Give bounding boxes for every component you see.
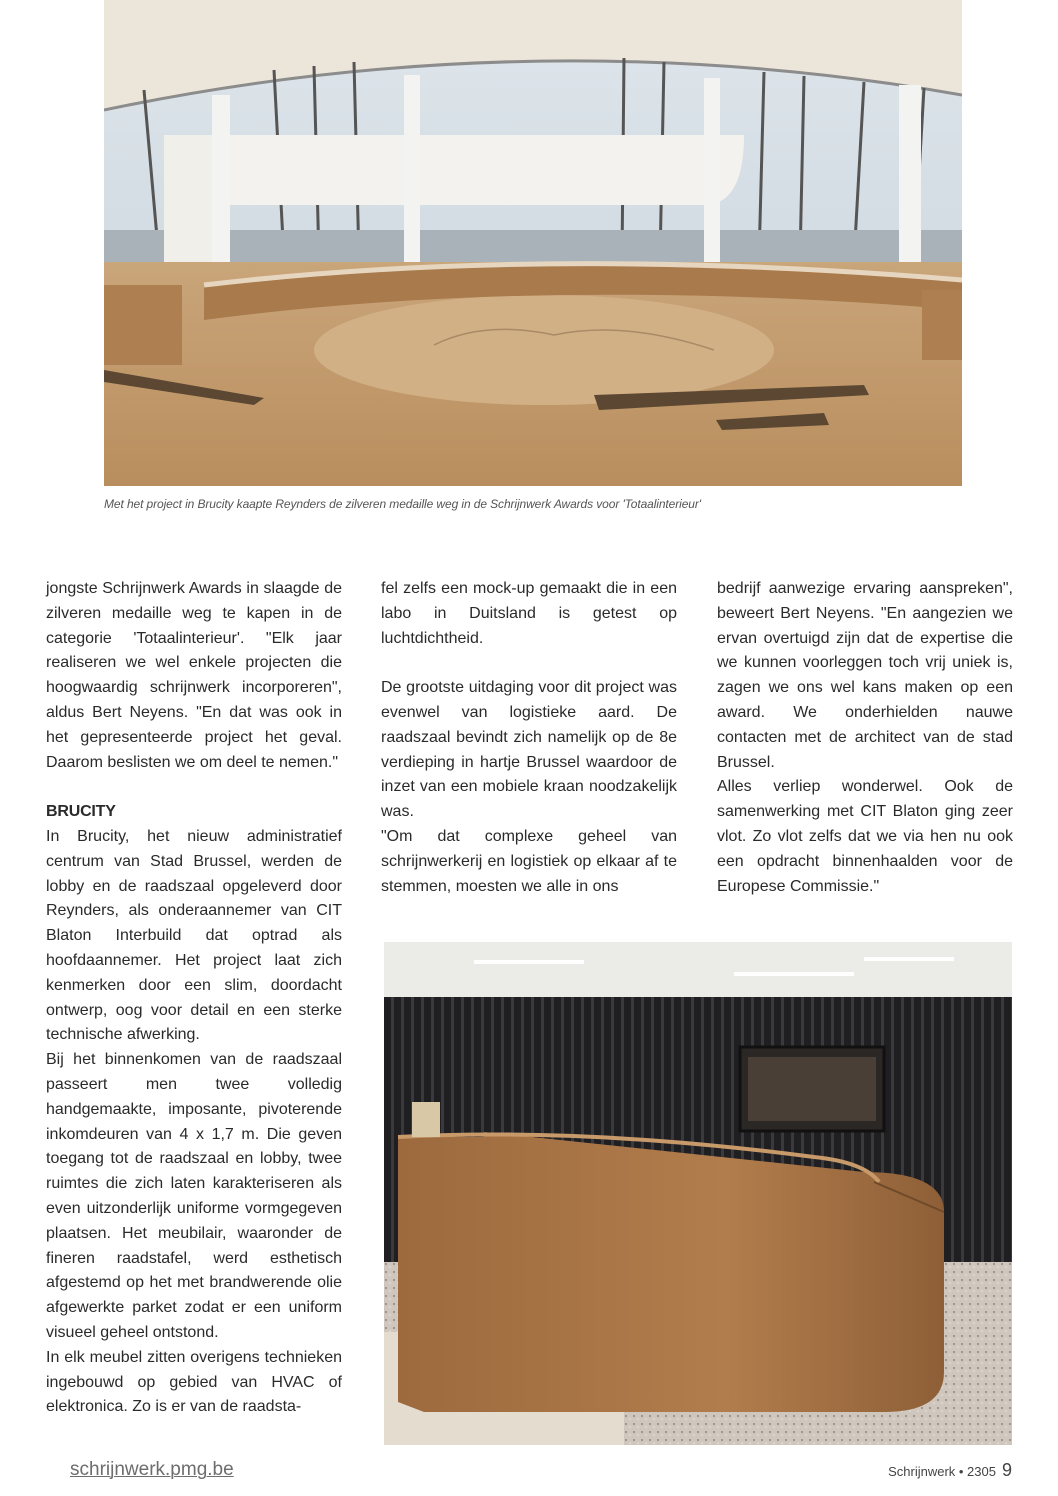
paragraph: In elk meubel zitten overigens technieken ingebouwd op gebied van HVAC of elektronica. Zo is er van de raadsta-	[46, 1348, 342, 1416]
text-column-1	[46, 577, 342, 1420]
paragraph: fel zelfs een mock-up gemaakt die in een labo in Duitsland is getest op luchtdichtheid.	[381, 580, 677, 647]
lobby-reception-photo	[384, 942, 1012, 1445]
issue-label: Schrijnwerk • 2305	[888, 1464, 996, 1479]
text-column-2	[381, 577, 677, 899]
paragraph: "Om dat complexe geheel van schrijnwerkerij en logistiek op elkaar af te stemmen, moesten we alle in ons	[381, 827, 677, 895]
paragraph: In Brucity, het nieuw administratief centrum van Stad Brussel, werden de lobby en de raadszaal opgeleverd door Reynders, als onderaannemer van CIT Blaton Interbuild dat optrad als hoofdaannemer. Het project laat zich kenmerken door een slim, doordacht ontwerp, oog voor detail en een sterke technische afwerking.	[46, 827, 342, 1044]
photo-caption: Met het project in Brucity kaapte Reynders de zilveren medaille weg in de Schrijnwerk Awards voor 'Totaalinterieur'	[104, 497, 701, 511]
paragraph: De grootste uitdaging voor dit project was evenwel van logistieke aard. De raadszaal bevindt zich namelijk op de 8e verdieping in hartje Brussel waardoor de inzet van een mobiele kraan noodzakelijk was.	[381, 679, 677, 821]
intro-paragraph: jongste Schrijnwerk Awards in slaagde de zilveren medaille weg te kapen in de categorie 'Totaalinterieur'. "Elk jaar realiseren we wel enkele projecten die hoogwaardig schrijnwerk incorporeren", aldus Bert Neyens. "En dat was ook in het gepresenteerde project het geval. Daarom beslisten we om deel te nemen."	[46, 580, 342, 771]
website-link[interactable]: schrijnwerk.pmg.be	[70, 1459, 234, 1480]
page-number: 9	[1001, 1460, 1012, 1480]
text-column-3	[717, 577, 1013, 899]
paragraph: Bij het binnenkomen van de raadszaal passeert men twee volledig handgemaakte, imposante, pivoterende inkomdeuren van 4 x 1,7 m. Die geven toegang tot de raadszaal en lobby, twee ruimtes die zich laten karakteriseren als even uitzonderlijk uniforme vormgegeven plaatsen. Het meubilair, waaronder de fineren raadstafel, werd esthetisch afgestemd op het met brandwerende olie afgewerkte parket zodat er een uniform visueel geheel ontstond.	[46, 1051, 342, 1341]
paragraph: bedrijf aanwezige ervaring aanspreken", beweert Bert Neyens. "En aangezien we ervan overtuigd zijn dat de expertise die we kunnen voorleggen toch vrij uniek is, zagen we ons wel kans maken op een award. We onderhielden nauwe contacten met de architect van de stad Brussel.	[717, 580, 1013, 771]
section-heading: BRUCITY	[46, 803, 116, 821]
council-chamber-photo	[104, 0, 962, 486]
paragraph: Alles verliep wonderwel. Ook de samenwerking met CIT Blaton ging zeer vlot. Zo vlot zelfs dat we via hen nu ook een opdracht binnenhaalden voor de Europese Commissie."	[717, 778, 1013, 895]
page-footer	[888, 1460, 1012, 1481]
